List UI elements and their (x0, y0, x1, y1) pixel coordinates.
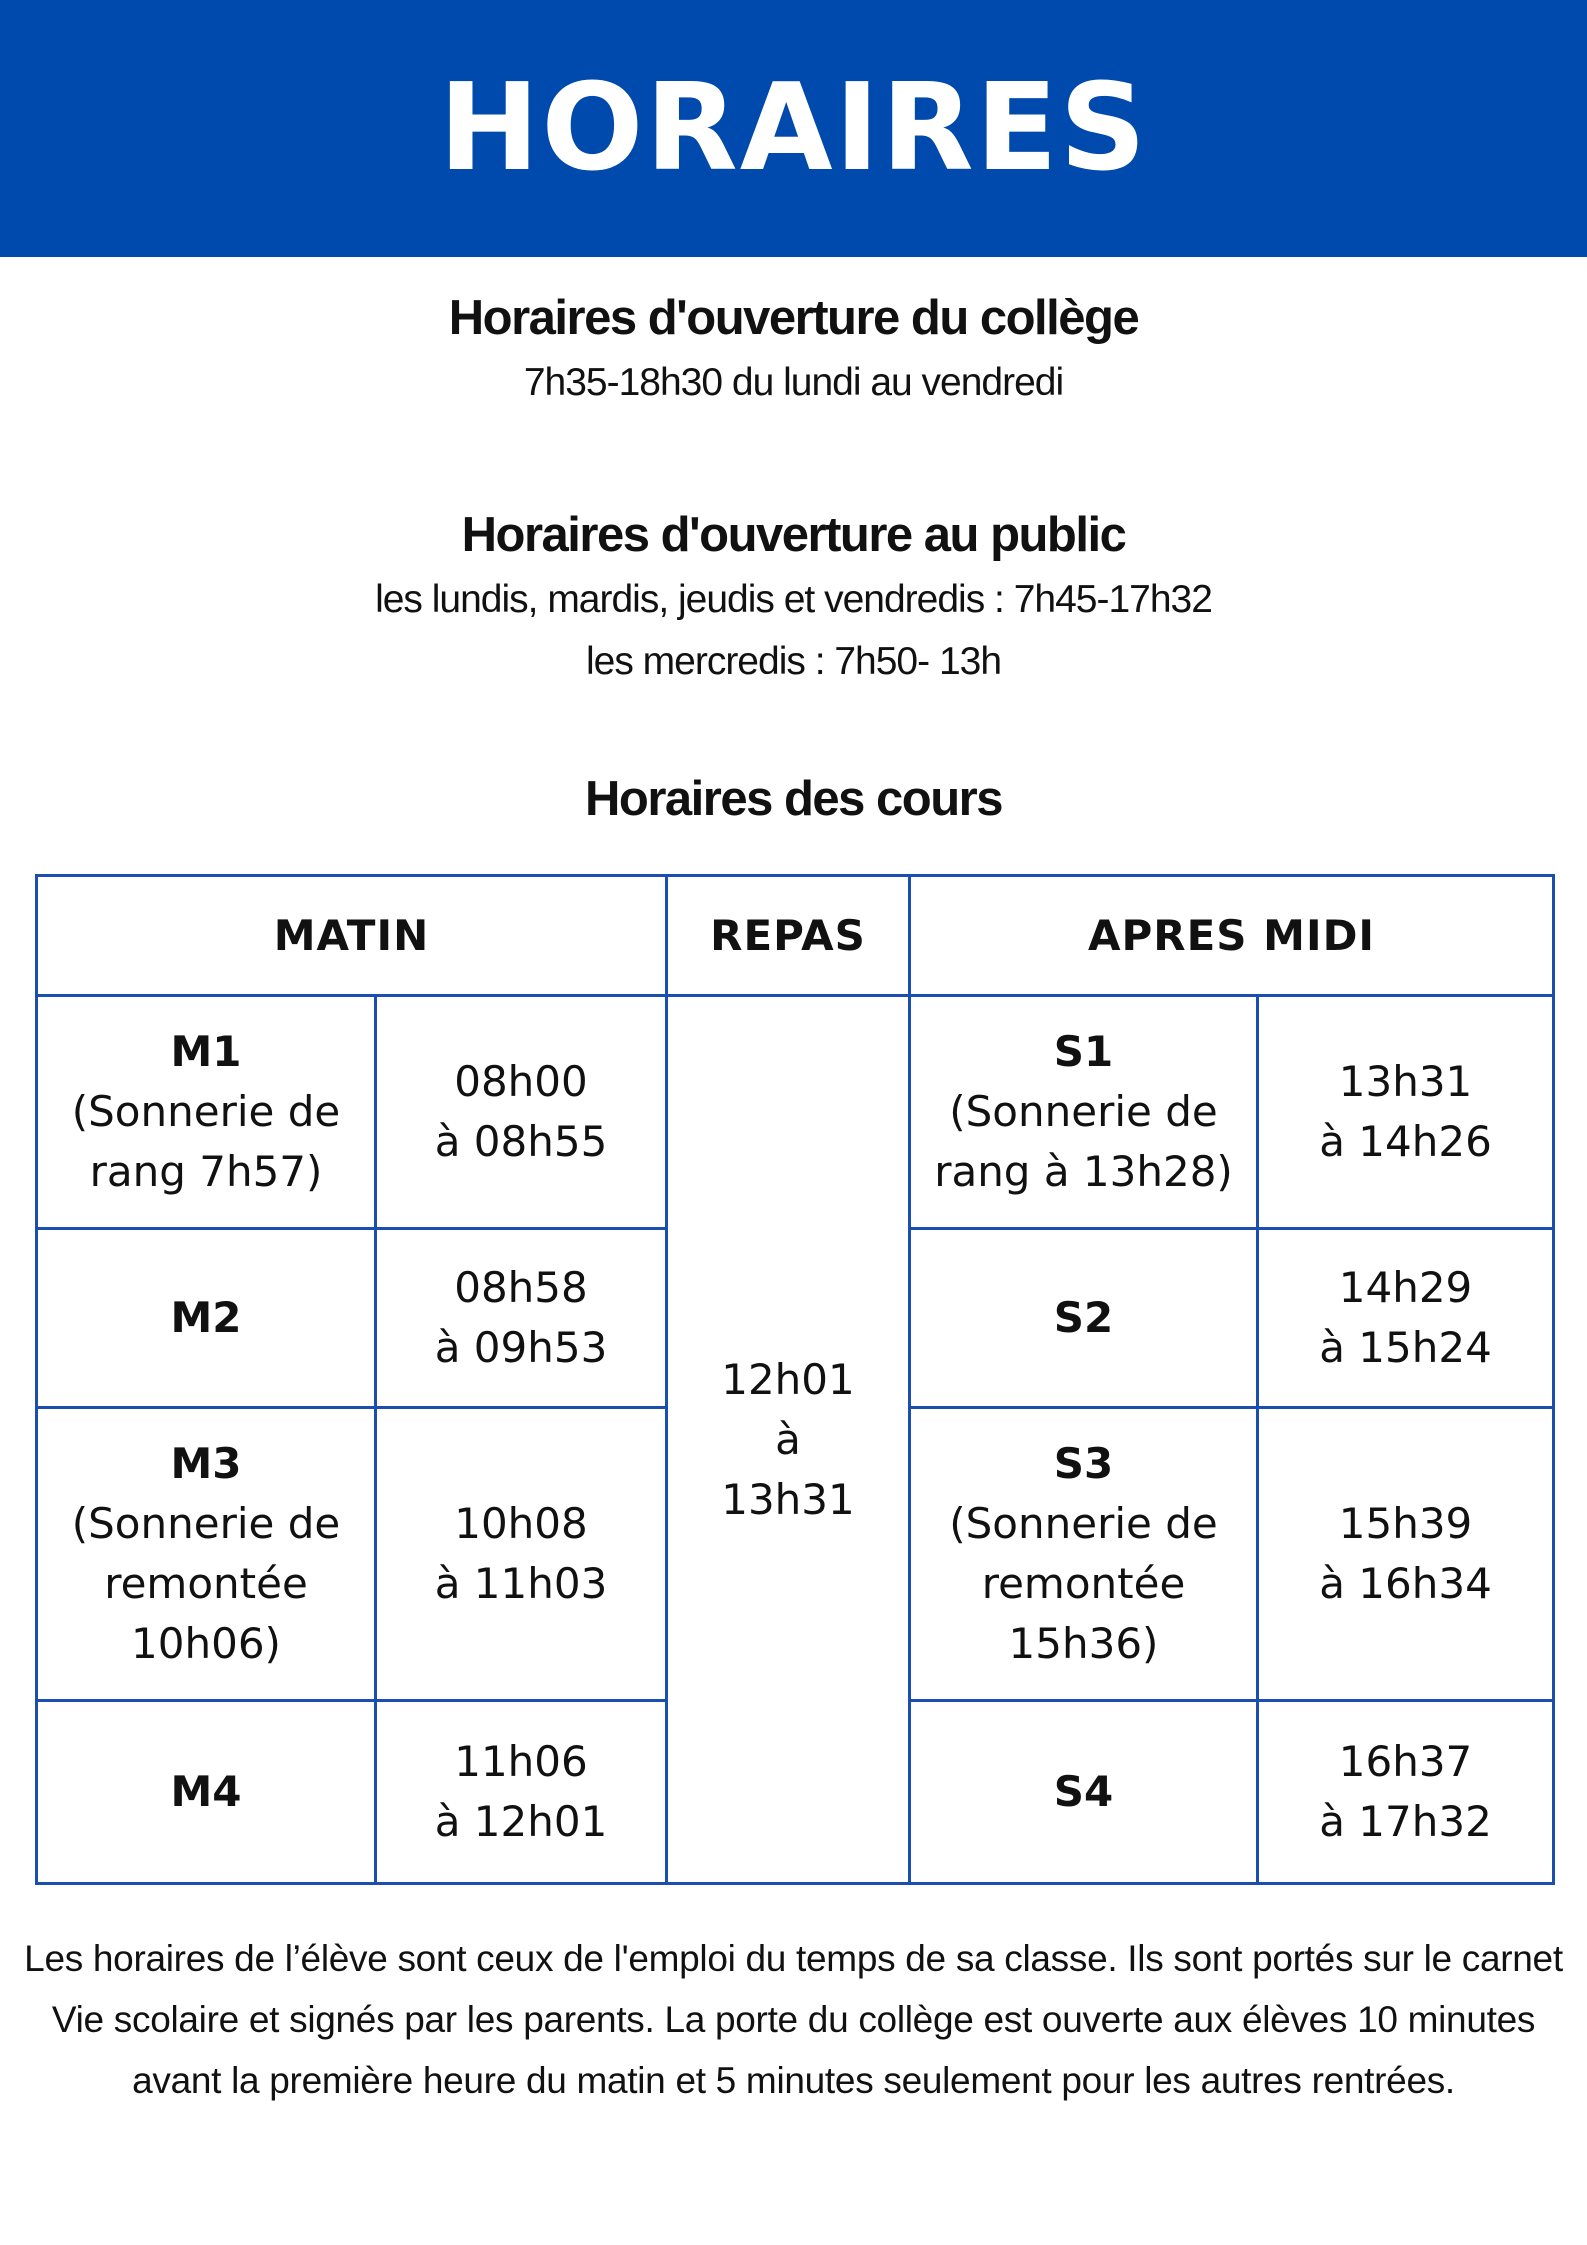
time-s2 (1258, 1229, 1554, 1408)
courses-section (0, 769, 1587, 829)
time-start: 08h58 (454, 1263, 588, 1312)
footer-note: Les horaires de l’élève sont ceux de l'emploi du temps de sa classe. Ils sont portés sur le carnet Vie scolaire et signés par les parents. La porte du collège est ouverte aux élèves 10 minutes avant la première heure du matin et 5 minutes seulement pour les autres rentrées. (24, 1938, 1563, 2101)
time-start: 08h00 (454, 1057, 588, 1106)
course-schedule-table (35, 874, 1555, 1885)
time-end: à 14h26 (1319, 1117, 1492, 1166)
slot-code: S3 (1053, 1439, 1114, 1488)
slot-s1 (910, 996, 1258, 1229)
slot-code: S4 (1053, 1767, 1114, 1816)
public-hours-line-2: les mercredis : 7h50- 13h (585, 640, 1002, 683)
time-s3 (1258, 1408, 1554, 1701)
slot-code: M4 (170, 1767, 242, 1816)
lunch-end: 13h31 (721, 1474, 855, 1524)
slot-note: (Sonnerie de remontée 10h06) (71, 1499, 341, 1668)
slot-code: M2 (170, 1293, 242, 1342)
time-s4 (1258, 1701, 1554, 1884)
lunch-start: 12h01 (721, 1354, 855, 1404)
column-header-afternoon: APRES MIDI (910, 876, 1554, 996)
slot-s3 (910, 1408, 1258, 1701)
page-title: HORAIRES (438, 58, 1149, 198)
public-hours-heading: Horaires d'ouverture au public (461, 508, 1126, 562)
time-start: 16h37 (1338, 1737, 1473, 1786)
time-s1 (1258, 996, 1554, 1229)
college-hours-section (0, 288, 1587, 414)
schedule-row-1 (37, 996, 1554, 1229)
courses-heading: Horaires des cours (585, 772, 1002, 826)
time-end: à 11h03 (434, 1559, 608, 1608)
time-end: à 08h55 (434, 1117, 608, 1166)
slot-m4 (37, 1701, 376, 1884)
slot-code: M3 (170, 1439, 242, 1488)
time-m1 (376, 996, 667, 1229)
column-header-morning: MATIN (37, 876, 667, 996)
time-end: à 16h34 (1319, 1559, 1492, 1608)
time-start: 14h29 (1338, 1263, 1473, 1312)
lunch-cell (667, 996, 910, 1884)
slot-note: (Sonnerie de remontée 15h36) (949, 1499, 1218, 1668)
slot-m2 (37, 1229, 376, 1408)
time-end: à 12h01 (434, 1797, 608, 1846)
time-m4 (376, 1701, 667, 1884)
column-header-lunch: REPAS (667, 876, 910, 996)
slot-s4 (910, 1701, 1258, 1884)
time-start: 11h06 (454, 1737, 588, 1786)
slot-code: S2 (1053, 1293, 1114, 1342)
slot-note: (Sonnerie de rang 7h57) (71, 1087, 341, 1196)
college-hours-text: 7h35-18h30 du lundi au vendredi (523, 361, 1064, 404)
slot-note: (Sonnerie de rang à 13h28) (934, 1087, 1233, 1196)
title-banner (0, 0, 1587, 257)
slot-m3 (37, 1408, 376, 1701)
time-end: à 09h53 (434, 1323, 608, 1372)
time-end: à 17h32 (1319, 1797, 1492, 1846)
college-hours-heading: Horaires d'ouverture du collège (448, 291, 1139, 345)
slot-m1 (37, 996, 376, 1229)
lunch-separator: à (775, 1414, 801, 1464)
slot-code: M1 (170, 1027, 242, 1076)
slot-code: S1 (1053, 1027, 1114, 1076)
time-m3 (376, 1408, 667, 1701)
schedule-header-row (37, 876, 1554, 996)
time-m2 (376, 1229, 667, 1408)
slot-s2 (910, 1229, 1258, 1408)
time-start: 13h31 (1338, 1057, 1473, 1106)
time-start: 10h08 (454, 1499, 588, 1548)
public-hours-line-1: les lundis, mardis, jeudis et vendredis : 7h45-17h32 (375, 578, 1212, 621)
time-end: à 15h24 (1319, 1323, 1492, 1372)
public-hours-section (0, 505, 1587, 693)
time-start: 15h39 (1338, 1499, 1473, 1548)
